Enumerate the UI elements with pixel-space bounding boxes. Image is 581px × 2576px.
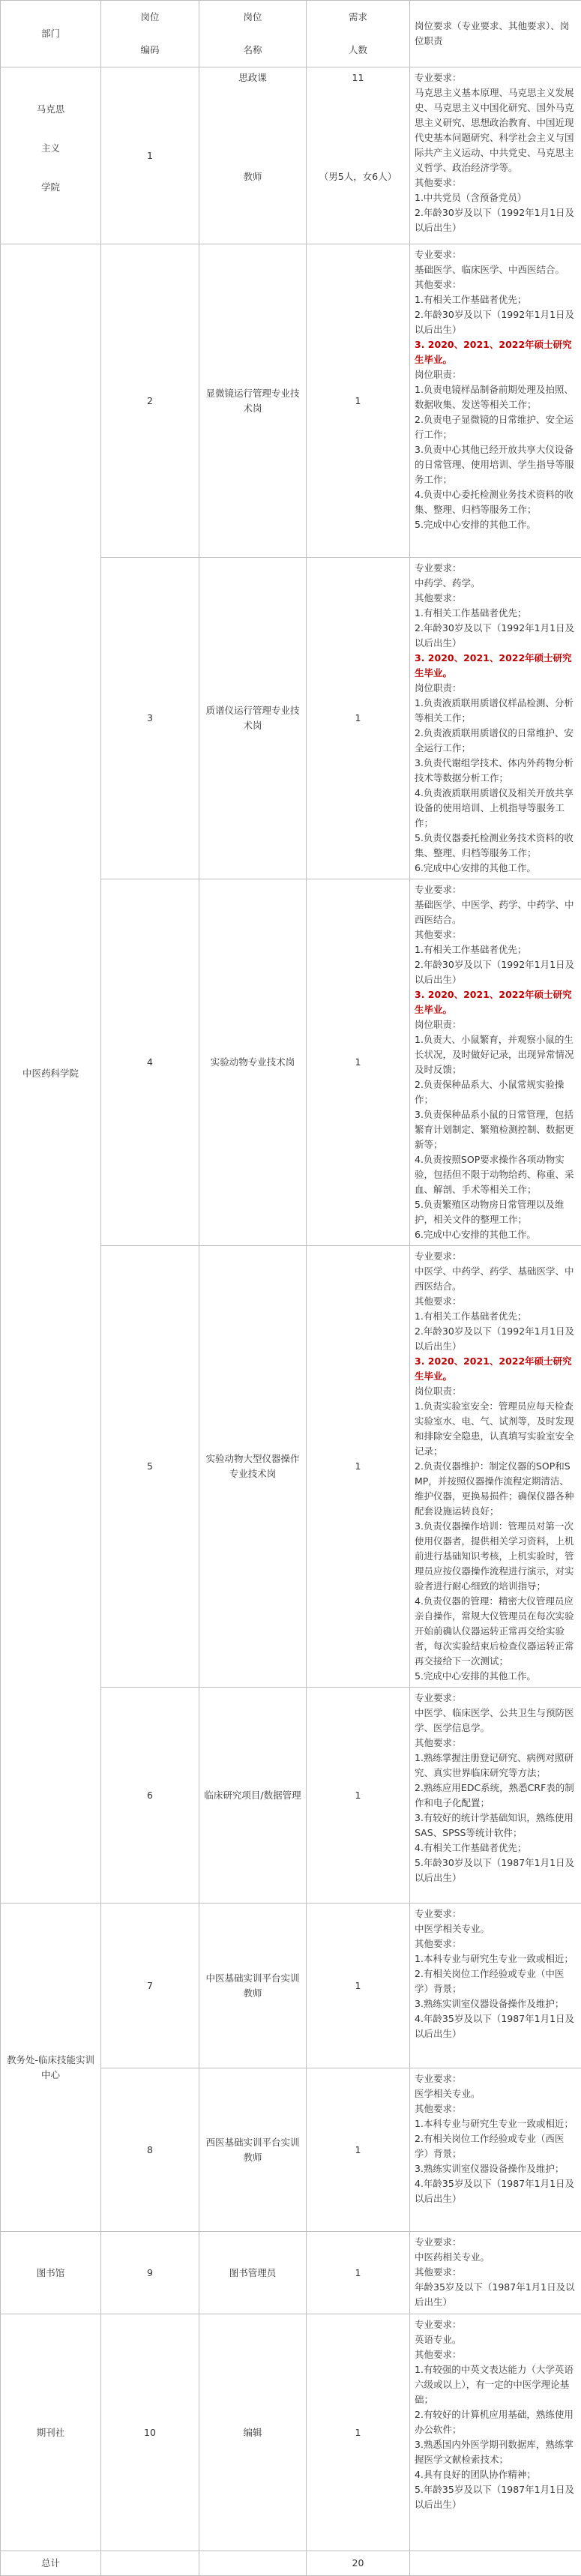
requirements-cell — [410, 1246, 581, 1688]
total-value: 20 — [307, 2551, 410, 2576]
req-line: 3.熟练实训室仪器设备操作及维护； — [415, 1996, 578, 2011]
demand-cell — [307, 67, 410, 244]
demand-cell: 1 — [307, 1688, 410, 1904]
code-cell: 6 — [101, 1688, 199, 1904]
name-cell — [199, 67, 307, 244]
req-line: 其他要求： — [415, 2347, 578, 2362]
req-line: 4.具有良好的团队协作精神； — [415, 2467, 578, 2482]
req-line: 专业要求： — [415, 2071, 578, 2086]
req-line: 1.中共党员（含预备党员） — [415, 190, 578, 205]
req-line: 2.年龄30岁及以下（1992年1月1日及以后出生） — [415, 621, 578, 651]
req-line: 2.年龄30岁及以下（1992年1月1日及以后出生） — [415, 205, 578, 235]
header-row — [1, 1, 581, 67]
req-line: 6.完成中心安排的其他工作。 — [415, 1227, 578, 1242]
table-row — [1, 2314, 581, 2551]
total-row — [1, 2551, 581, 2576]
req-line: 3.熟悉国内外医学期刊数据库，熟练掌握医学文献检索技术； — [415, 2437, 578, 2467]
name-cell: 编辑 — [199, 2314, 307, 2551]
req-line: 专业要求： — [415, 2235, 578, 2250]
req-line: 3.负责保种品系小鼠的日常管理，包括繁育计划制定、繁殖检测控制、数据更新等； — [415, 1107, 578, 1152]
req-line: 2.负责保种品系大、小鼠常规实验操作； — [415, 1077, 578, 1107]
req-line: 专业要求： — [415, 1249, 578, 1264]
req-line: 马克思主义基本原理、马克思主义发展史、马克思主义中国化研究、国外马克思主义研究、思想政治教育、中国近现代史基本问题研究、科学社会主义与国际共产主义运动、中共党史、马克思主义哲学、政治经济学等。 — [415, 85, 578, 175]
header-demand — [307, 1, 410, 67]
req-line: 专业要求： — [415, 70, 578, 85]
req-line: 其他要求： — [415, 2101, 578, 2116]
req-line: 其他要求： — [415, 175, 578, 190]
requirements-cell — [410, 1904, 581, 2068]
req-line: 4.负责仪器的管理：精密大仪管理员应亲自操作，常规大仪管理员在每次实验开始前确认仪器运转正常再交给实验者，每次实验结束后检查仪器运转正常再交接给下一次测试； — [415, 1594, 578, 1669]
demand-cell: 1 — [307, 1904, 410, 2068]
req-line: 2.有相关岗位工作经验或专业（西医学）背景； — [415, 2131, 578, 2161]
req-line: 岗位职责： — [415, 1384, 578, 1399]
name-cell: 显微镜运行管理专业技术岗 — [199, 244, 307, 558]
table-row — [1, 2232, 581, 2314]
demand-cell: 1 — [307, 2232, 410, 2314]
req-line: 1.熟练掌握注册登记研究、病例对照研究、真实世界临床研究等方法； — [415, 1751, 578, 1781]
code-cell: 3 — [101, 558, 199, 879]
dept-marx-line: 主义 — [3, 141, 98, 180]
name-cell: 临床研究项目/数据管理 — [199, 1688, 307, 1904]
req-line: 1.有较强的中英文表达能力（大学英语六级或以上），有一定的中医学理论基础； — [415, 2362, 578, 2407]
req-line: 1.有相关工作基础者优先； — [415, 292, 578, 307]
demand-cell: 1 — [307, 2068, 410, 2232]
req-line: 2.年龄30岁及以下（1992年1月1日及以后出生） — [415, 1324, 578, 1354]
req-line: 4.年龄35岁及以下（1987年1月1日及以后出生） — [415, 2176, 578, 2206]
table-row — [1, 1904, 581, 2068]
req-line: 基础医学、临床医学、中西医结合。 — [415, 262, 578, 277]
code-cell: 5 — [101, 1246, 199, 1688]
req-line: 专业要求： — [415, 1907, 578, 1922]
req-line: 2.负责仪器维护：制定仪器的SOP和SMP，并按照仪器操作流程定期清洁、维护仪器，更换易损件；确保仪器各种配套设施运转良好； — [415, 1459, 578, 1519]
dept-marx-line: 马克思 — [3, 102, 98, 141]
req-line-highlight: 3. 2020、2021、2022年硕士研究生毕业。 — [415, 651, 578, 681]
req-line: 5.年龄35岁及以下（1987年1月1日及以后出生） — [415, 2482, 578, 2512]
req-line: 2.年龄30岁及以下（1992年1月1日及以后出生） — [415, 957, 578, 987]
req-line-highlight: 3. 2020、2021、2022年硕士研究生毕业。 — [415, 337, 578, 367]
req-line: 专业要求： — [415, 561, 578, 576]
code-cell: 1 — [101, 67, 199, 244]
req-line: 其他要求： — [415, 1736, 578, 1751]
req-line: 5.年龄30岁及以下（1987年1月1日及以后出生） — [415, 1856, 578, 1886]
req-line: 岗位职责： — [415, 367, 578, 382]
header-name — [199, 1, 307, 67]
code-cell: 10 — [101, 2314, 199, 2551]
req-line: 中医学相关专业。 — [415, 1922, 578, 1936]
req-line: 1.负责电镜样品制备前期处理及拍照、数据收集、发送等相关工作； — [415, 382, 578, 412]
req-line: 1.负责实验室安全：管理员应每天检查实验室水、电、气、试剂等，及时发现和排除安全隐患，认真填写实验室安全记录； — [415, 1399, 578, 1459]
req-line: 其他要求： — [415, 927, 578, 942]
header-demand-top: 需求 — [309, 1, 407, 34]
req-line: 中医药相关专业。 — [415, 2250, 578, 2265]
req-line: 5.完成中心安排的其他工作。 — [415, 517, 578, 532]
req-line: 3.负责仪器操作培训：管理员对第一次使用仪器者，提供相关学习资料，上机前进行基础知识考核，上机实验时，管理员应按仪器操作流程进行演示，对实验者进行耐心细致的培训指导； — [415, 1519, 578, 1594]
header-name-top: 岗位 — [202, 1, 304, 34]
req-line: 6.完成中心安排的其他工作。 — [415, 861, 578, 876]
req-line: 1.有相关工作基础者优先； — [415, 606, 578, 621]
req-line: 其他要求： — [415, 591, 578, 606]
req-line: 专业要求： — [415, 2317, 578, 2332]
total-empty — [410, 2551, 581, 2576]
code-cell: 4 — [101, 879, 199, 1246]
name-cell: 实验动物大型仪器操作专业技术岗 — [199, 1246, 307, 1688]
dept-marx-line: 学院 — [3, 180, 98, 210]
req-line: 3.有较好的统计学基础知识，熟练使用SAS、SPSS等统计软件； — [415, 1811, 578, 1841]
req-line: 专业要求： — [415, 247, 578, 262]
requirements-cell — [410, 879, 581, 1246]
req-line: 中医学、中药学、药学、基础医学、中西医结合。 — [415, 1264, 578, 1294]
total-empty — [199, 2551, 307, 2576]
demand-cell: 1 — [307, 879, 410, 1246]
req-line: 5.负责仪器委托检测业务技术资料的收集、整理、归档等服务工作； — [415, 831, 578, 861]
req-line: 3.熟练实训室仪器设备操作及维护； — [415, 2161, 578, 2176]
requirements-cell — [410, 2314, 581, 2551]
req-line: 4.年龄35岁及以下（1987年1月1日及以后出生） — [415, 2011, 578, 2041]
req-line: 专业要求： — [415, 882, 578, 897]
requirements-cell — [410, 244, 581, 558]
req-line: 4.负责液质联用质谱仪及相关开放共享设备的使用培训、上机指导等服务工作； — [415, 786, 578, 831]
name-cell: 图书管理员 — [199, 2232, 307, 2314]
header-code-top: 岗位 — [103, 1, 196, 34]
req-line: 年龄35岁及以下（1987年1月1日及以后出生） — [415, 2280, 578, 2310]
total-empty — [101, 2551, 199, 2576]
req-line: 2.熟练应用EDC系统，熟悉CRF表的制作和电子化配置； — [415, 1781, 578, 1811]
demand-main: （男5人，女6人） — [309, 169, 407, 184]
name-main: 教师 — [202, 169, 304, 184]
dept-cell-marx — [1, 67, 101, 244]
req-line: 1.有相关工作基础者优先； — [415, 1309, 578, 1324]
demand-cell: 1 — [307, 2314, 410, 2551]
req-line: 5.负责繁殖区动物房日常管理以及维护，相关文件的整理工作； — [415, 1197, 578, 1227]
table-row — [1, 244, 581, 558]
requirements-cell — [410, 2068, 581, 2232]
header-name-bottom: 名称 — [202, 34, 304, 67]
req-line: 医学相关专业。 — [415, 2086, 578, 2101]
req-line: 1.本科专业与研究生专业一致或相近； — [415, 2116, 578, 2131]
req-line: 2.年龄30岁及以下（1992年1月1日及以后出生） — [415, 307, 578, 337]
req-line: 其他要求： — [415, 2265, 578, 2280]
name-cell: 实验动物专业技术岗 — [199, 879, 307, 1246]
requirements-cell — [410, 2232, 581, 2314]
header-dept: 部门 — [1, 1, 101, 67]
demand-cell: 1 — [307, 558, 410, 879]
req-line: 4.有相关工作基础者优先； — [415, 1841, 578, 1856]
demand-cell: 1 — [307, 244, 410, 558]
req-line: 英语专业。 — [415, 2332, 578, 2347]
name-cell: 质谱仪运行管理专业技术岗 — [199, 558, 307, 879]
req-line: 中医学、临床医学、公共卫生与预防医学、医学信息学。 — [415, 1706, 578, 1736]
req-line: 4.负责中心委托检测业务技术资料的收集、整理、归档等服务工作； — [415, 487, 578, 517]
req-line: 2.有相关岗位工作经验或专业（中医学）背景； — [415, 1966, 578, 1996]
header-demand-bottom: 人数 — [309, 34, 407, 67]
name-cell: 中医基础实训平台实训教师 — [199, 1904, 307, 2068]
code-cell: 7 — [101, 1904, 199, 2068]
req-line-highlight: 3. 2020、2021、2022年硕士研究生毕业。 — [415, 1354, 578, 1384]
req-line: 2.有较好的计算机应用基础，熟练使用办公软件； — [415, 2407, 578, 2437]
req-line: 4.负责按照SOP要求操作各项动物实验，包括但不限于动物给药、称重、采血、解剖、手术等相关工作； — [415, 1152, 578, 1197]
req-line: 岗位职责： — [415, 1017, 578, 1032]
req-line: 2.负责电子显微镜的日常维护、安全运行工作； — [415, 412, 578, 442]
dept-cell-journal: 期刊社 — [1, 2314, 101, 2551]
req-line: 3.负责中心其他已经开放共享大仪设备的日常管理、使用培训、学生指导等服务工作； — [415, 442, 578, 487]
dept-cell-tcm: 中医药科学院 — [1, 244, 101, 1904]
demand-top: 11 — [309, 70, 407, 85]
req-line: 岗位职责： — [415, 681, 578, 696]
requirements-cell — [410, 1688, 581, 1904]
req-line: 1.负责液质联用质谱仪样品检测、分析等相关工作； — [415, 696, 578, 726]
req-line: 1.有相关工作基础者优先； — [415, 942, 578, 957]
dept-cell-library: 图书馆 — [1, 2232, 101, 2314]
demand-cell: 1 — [307, 1246, 410, 1688]
table-row — [1, 67, 581, 244]
req-line: 专业要求： — [415, 1691, 578, 1706]
code-cell: 2 — [101, 244, 199, 558]
requirements-cell — [410, 558, 581, 879]
req-line: 其他要求： — [415, 277, 578, 292]
req-line-highlight: 3. 2020、2021、2022年硕士研究生毕业。 — [415, 987, 578, 1017]
req-line: 其他要求： — [415, 1936, 578, 1951]
req-line: 5.完成中心安排的其他工作。 — [415, 1669, 578, 1684]
code-cell: 9 — [101, 2232, 199, 2314]
requirements-cell — [410, 67, 581, 244]
req-line: 基础医学、中医学、药学、中药学、中西医结合。 — [415, 897, 578, 927]
req-line: 中药学、药学。 — [415, 576, 578, 591]
header-code — [101, 1, 199, 67]
req-line: 其他要求： — [415, 1294, 578, 1309]
req-line: 1.本科专业与研究生专业一致或相近； — [415, 1951, 578, 1966]
req-line: 2.负责液质联用质谱仪的日常维护、安全运行工作； — [415, 726, 578, 756]
header-code-bottom: 编码 — [103, 34, 196, 67]
name-top: 思政课 — [202, 70, 304, 85]
total-label: 总计 — [1, 2551, 101, 2576]
req-line: 1.负责大、小鼠繁育，并观察小鼠的生长状况，及时做好记录，出现异常情况及时反馈； — [415, 1032, 578, 1077]
code-cell: 8 — [101, 2068, 199, 2232]
header-requirements: 岗位要求（专业要求、其他要求）、岗位职责 — [410, 1, 581, 67]
name-cell: 西医基础实训平台实训教师 — [199, 2068, 307, 2232]
req-line: 3.负责代谢组学技术、体内外药物分析技术等数据分析工作； — [415, 756, 578, 786]
dept-cell-teaching: 教务处-临床技能实训中心 — [1, 1904, 101, 2232]
